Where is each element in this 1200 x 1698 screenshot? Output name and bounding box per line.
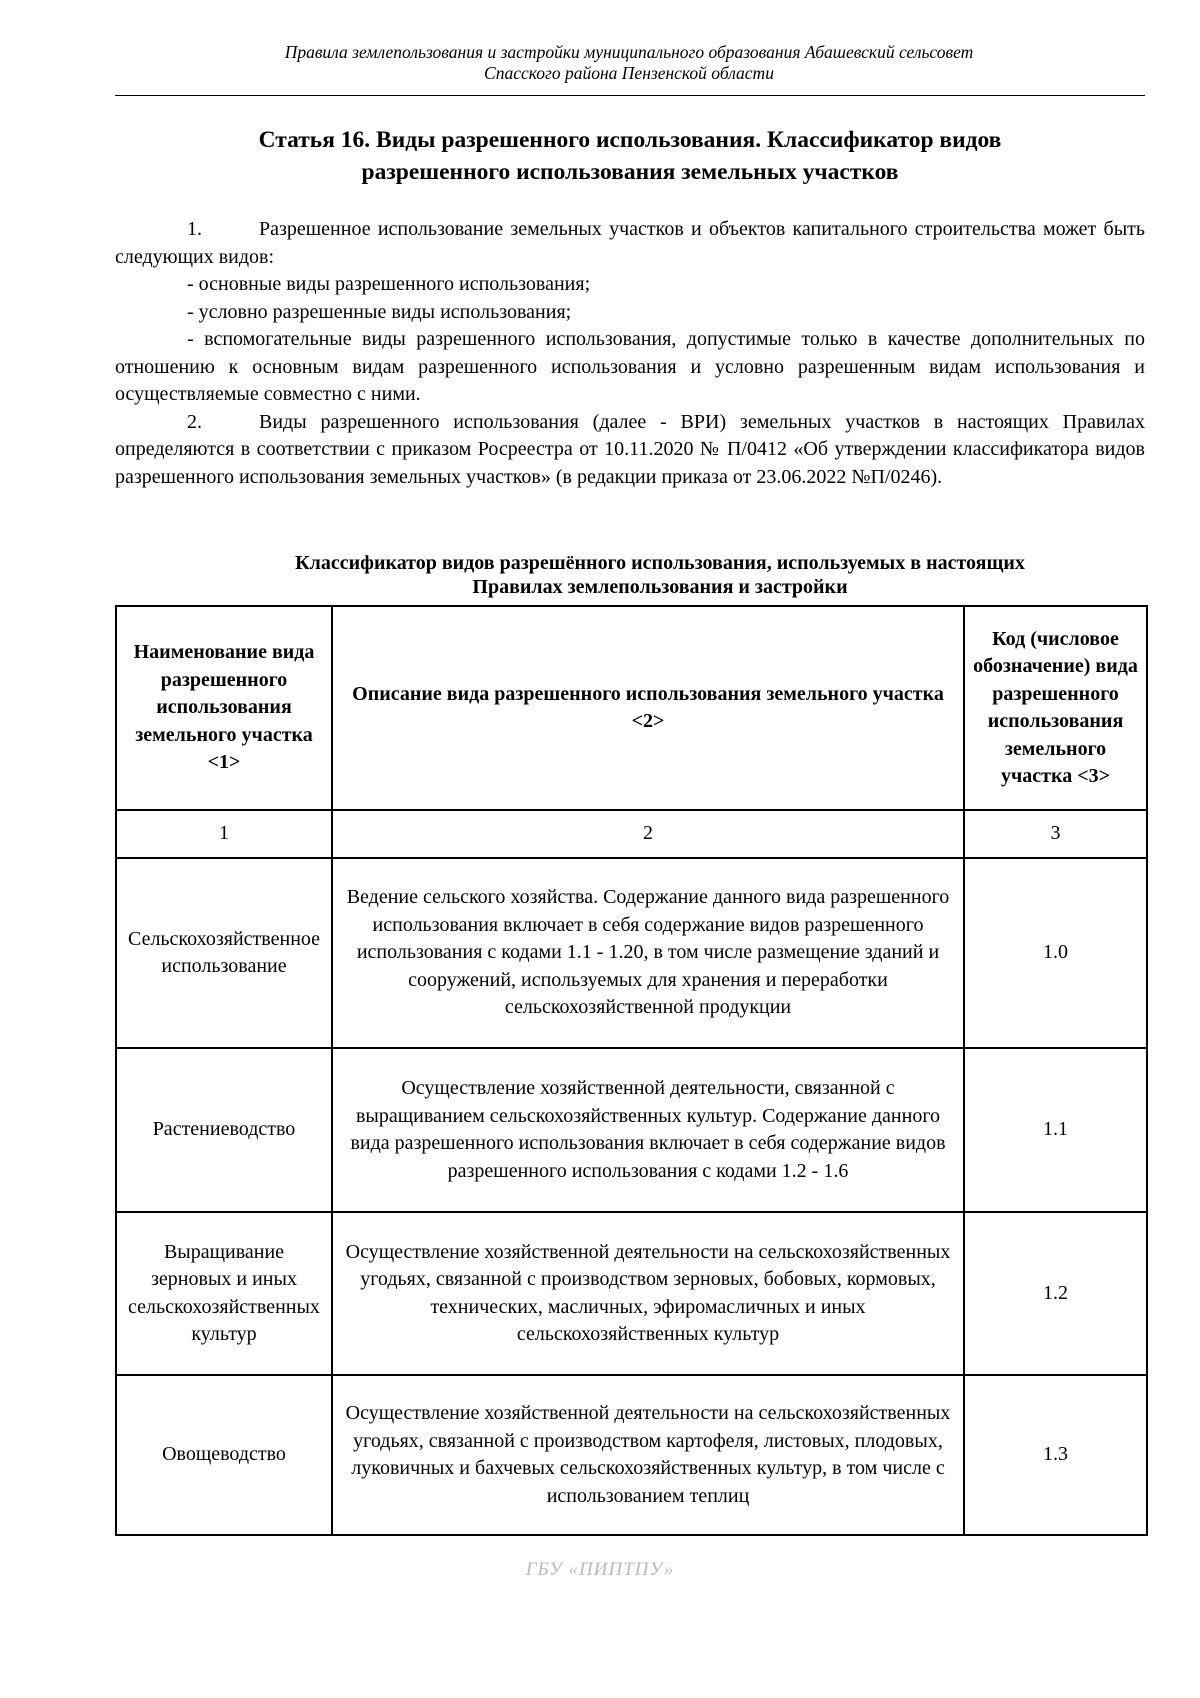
paragraph-2-text: Виды разрешенного использования (далее - ВРИ) земельных участков в настоящих Правилах определяются в соответствии с приказом Росреестра от 10.11.2020 № П/0412 «Об утверждении классификатора видов разрешенного использования земельных участков» (в редакции приказа от 23.06.2022 №П/0246). — [115, 410, 1145, 488]
row-description: Осуществление хозяйственной деятельности, связанной с выращиванием сельскохозяйственных культур. Содержание данного вида разрешенного использования включает в себя содержание видов разрешенного использования с кодами 1.2 - 1.6 — [332, 1048, 964, 1212]
article-title — [115, 124, 1145, 188]
row-name: Овощеводство — [116, 1375, 332, 1535]
running-header-line-2: Спасского района Пензенской области — [484, 63, 774, 83]
paragraph-1-number: 1. — [187, 218, 202, 240]
list-item-conditional-types: - условно разрешенные виды использования; — [187, 300, 572, 323]
row-code: 1.2 — [964, 1212, 1147, 1375]
table-row — [116, 1375, 1147, 1535]
table-row — [116, 1048, 1147, 1212]
column-number-row — [116, 810, 1147, 858]
article-title-line-2: разрешенного использования земельных участков — [361, 159, 899, 185]
column-number-3: 3 — [964, 810, 1147, 858]
table-title — [115, 551, 1145, 599]
table-row — [116, 858, 1147, 1048]
classifier-table — [115, 605, 1148, 1536]
header-divider — [115, 95, 1145, 96]
running-header-line-1: Правила землепользования и застройки муниципального образования Абашевский сельсовет — [284, 42, 974, 62]
article-body — [115, 216, 1145, 491]
paragraph-2-number: 2. — [187, 410, 202, 433]
article-title-line-1: Статья 16. Виды разрешенного использования. Классификатор видов — [258, 127, 1002, 153]
row-description: Осуществление хозяйственной деятельности на сельскохозяйственных угодьях, связанной с производством зерновых, бобовых, кормовых, технических, масличных, эфиромасличных и иных сельскохозяйственных культур — [332, 1212, 964, 1375]
row-code: 1.0 — [964, 858, 1147, 1048]
table-title-line-2: Правилах землепользования и застройки — [472, 576, 848, 598]
row-name: Выращивание зерновых и иных сельскохозяйственных культур — [116, 1212, 332, 1375]
list-item-main-types: - основные виды разрешенного использования; — [187, 273, 591, 295]
paragraph-1-text: Разрешенное использование земельных участков и объектов капитального строительства может быть следующих видов: — [115, 218, 1145, 268]
header-name: Наименование вида разрешенного использования земельного участка <1> — [116, 606, 332, 810]
paragraph-2 — [115, 409, 1145, 492]
column-number-2: 2 — [332, 810, 964, 858]
row-code: 1.3 — [964, 1375, 1147, 1535]
paragraph-1 — [115, 216, 1145, 271]
row-name: Растениеводство — [116, 1048, 332, 1212]
header-description: Описание вида разрешенного использования земельного участка <2> — [332, 606, 964, 810]
footer-watermark: ГБУ «ПИПТПУ» — [525, 1559, 675, 1580]
row-code: 1.1 — [964, 1048, 1147, 1212]
row-name: Сельскохозяйственное использование — [116, 858, 332, 1048]
list-item-auxiliary-types: - вспомогательные виды разрешенного использования, допустимые только в качестве дополнительных по отношению к основным видам разрешенного использования и условно разрешенным видам использования и осуществляемые совместно с ними. — [115, 328, 1145, 405]
column-number-1: 1 — [116, 810, 332, 858]
table-row — [116, 1212, 1147, 1375]
table-title-line-1: Классификатор видов разрешённого использования, используемых в настоящих — [295, 552, 1025, 574]
running-header — [115, 42, 1143, 84]
row-description: Осуществление хозяйственной деятельности на сельскохозяйственных угодьях, связанной с производством картофеля, листовых, плодовых, луковичных и бахчевых сельскохозяйственных культур, в том числе с использованием теплиц — [332, 1375, 964, 1535]
row-description: Ведение сельского хозяйства. Содержание данного вида разрешенного использования включает в себя содержание видов разрешенного использования с кодами 1.1 - 1.20, в том числе размещение зданий и сооружений, используемых для хранения и переработки сельскохозяйственной продукции — [332, 858, 964, 1048]
header-code: Код (числовое обозначение) вида разрешенного использования земельного участка <3> — [964, 606, 1147, 810]
table-header-row — [116, 606, 1147, 810]
